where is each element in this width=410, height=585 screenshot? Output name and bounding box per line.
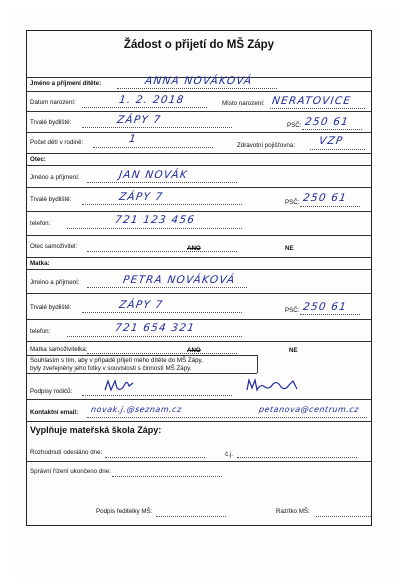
father-psc-label: PSČ:: [285, 199, 300, 206]
fill-line: [87, 353, 237, 354]
siblings-value: 1: [128, 133, 138, 145]
fill-line: [87, 182, 237, 183]
fill-line: [82, 395, 232, 396]
row-divider: [27, 355, 257, 356]
insurance-value: VZP: [318, 135, 345, 147]
mother-phone-value: 721 654 321: [114, 322, 196, 334]
fill-line: [93, 147, 213, 148]
father-custody-yes: ANO: [187, 245, 201, 252]
fill-line: [82, 312, 242, 313]
fill-line: [117, 88, 277, 89]
contact-email-label: Kontaktní email:: [30, 409, 79, 416]
child-name-label: Jméno a příjmení dítěte:: [30, 80, 102, 87]
row-divider: [27, 269, 371, 270]
parents-signature-label: Podpisy rodičů:: [30, 388, 73, 395]
fill-line: [270, 108, 365, 109]
consent-line-1: Souhlasím s tím, aby v případě přijetí mého dítěte do MŠ Zápy,: [30, 357, 203, 364]
mother-section-label: Matka:: [30, 260, 50, 267]
fill-line: [316, 516, 371, 517]
fill-line: [105, 457, 205, 458]
fill-line: [67, 336, 242, 337]
fill-line: [87, 251, 237, 252]
row-divider: [27, 257, 371, 258]
form-title: Žádost o přijetí do MŠ Zápy: [123, 39, 275, 51]
reference-label: č.j.: [225, 451, 233, 458]
consent-line-2: byly zveřejněny jeho fotky v souvislosti s činností MŠ Zápy.: [30, 365, 192, 372]
document-page: [14, 12, 398, 578]
father-phone-label: telefon:: [30, 220, 51, 227]
pob-value: NERATOVICE: [271, 95, 352, 107]
row-divider: [27, 111, 371, 112]
father-section-label: Otec:: [30, 156, 46, 163]
mother-psc-value: 250 61: [302, 301, 348, 313]
admin-end-label: Správní řízení ukončeno dne:: [30, 468, 111, 475]
row-divider: [27, 293, 371, 294]
child-address-value: ZÁPY 7: [116, 114, 163, 126]
fill-line: [82, 127, 232, 128]
row-divider: [27, 165, 371, 166]
row-divider: [27, 421, 371, 422]
fill-line: [82, 204, 242, 205]
row-divider: [27, 461, 371, 462]
fill-line: [300, 206, 360, 207]
row-divider: [27, 373, 257, 374]
dob-value: 1. 2. 2018: [118, 94, 186, 106]
school-section-title: Vyplňuje mateřská škola Zápy:: [30, 425, 162, 435]
fill-line: [87, 417, 367, 418]
fill-line: [302, 129, 362, 130]
father-custody-no: NE: [285, 245, 294, 252]
pob-label: Místo narození:: [222, 100, 265, 107]
child-name-value: ANNA NOVÁKOVÁ: [144, 75, 254, 87]
father-psc-value: 250 61: [302, 192, 348, 204]
child-address-label: Trvalé bydliště:: [30, 119, 72, 126]
mother-address-label: Trvalé bydliště:: [30, 304, 72, 311]
father-address-label: Trvalé bydliště:: [30, 196, 72, 203]
mother-name-value: PETRA NOVÁKOVÁ: [122, 274, 237, 286]
mother-name-label: Jméno a příjmení:: [30, 279, 80, 286]
father-name-value: JAN NOVÁK: [118, 169, 189, 181]
fill-line: [82, 107, 207, 108]
dob-label: Datum narození:: [30, 99, 76, 106]
stamp-label: Razítko MŠ:: [276, 508, 310, 515]
fill-line: [112, 476, 222, 477]
father-custody-label: Otec samoživitel:: [30, 243, 78, 250]
application-form: [26, 30, 372, 526]
fill-line: [67, 228, 242, 229]
mother-custody-label: Matka samoživitelka:: [30, 346, 88, 353]
row-divider: [27, 91, 371, 92]
fill-line: [300, 314, 360, 315]
mother-psc-label: PSČ:: [285, 307, 300, 314]
father-phone-value: 721 123 456: [114, 214, 196, 226]
father-name-label: Jméno a příjmení:: [30, 174, 80, 181]
mother-address-value: ZÁPY 7: [118, 299, 165, 311]
mother-phone-label: telefon:: [30, 328, 51, 335]
father-address-value: ZÁPY 7: [118, 191, 165, 203]
consent-box-edge: [257, 355, 258, 373]
mother-signature: [245, 377, 301, 393]
row-divider: [27, 132, 371, 133]
row-divider: [27, 235, 371, 236]
father-signature: [103, 378, 135, 394]
row-divider: [27, 153, 371, 154]
siblings-label: Počet dětí v rodině:: [30, 139, 84, 146]
mother-custody-yes: ANO: [187, 347, 201, 354]
decision-sent-label: Rozhodnutí odesláno dne:: [30, 449, 103, 456]
fill-line: [156, 516, 226, 517]
row-divider: [27, 399, 371, 400]
insurance-label: Zdravotní pojišťovna:: [237, 142, 296, 149]
row-divider: [27, 211, 371, 212]
fill-line: [310, 149, 365, 150]
director-signature-label: Podpis ředitelky MŠ:: [96, 508, 153, 515]
child-psc-value: 250 61: [304, 116, 350, 128]
row-divider: [27, 187, 371, 188]
row-divider: [27, 319, 371, 320]
father-email-value: novak.j.@seznam.cz: [90, 405, 183, 414]
mother-custody-no: NE: [289, 347, 298, 354]
row-divider: [27, 341, 371, 342]
fill-line: [87, 287, 247, 288]
child-psc-label: PSČ:: [287, 122, 302, 129]
mother-email-value: petanova@centrum.cz: [258, 405, 360, 414]
fill-line: [237, 457, 357, 458]
